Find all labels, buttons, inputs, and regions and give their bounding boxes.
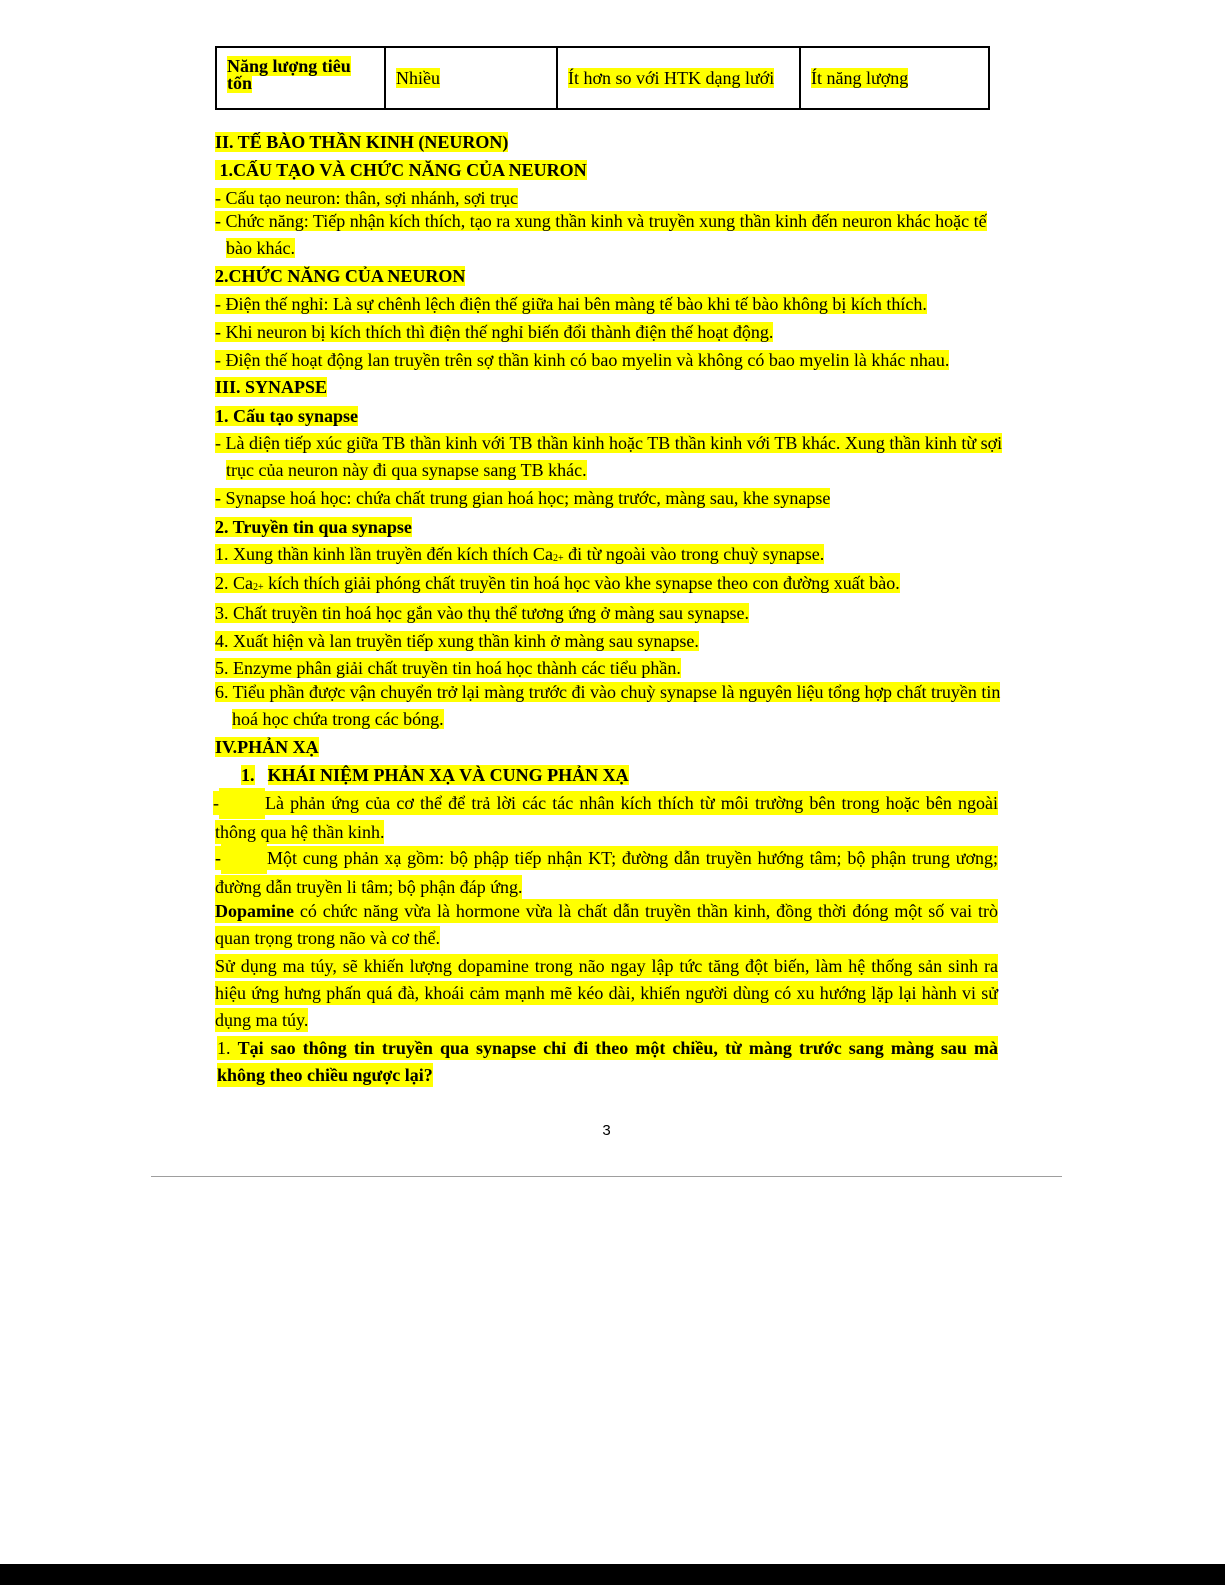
energy-comparison-table xyxy=(215,46,990,110)
table-cell-value: Ít hơn so với HTK dạng lưới xyxy=(557,47,800,109)
table-cell-criterion: Năng lượng tiêu tốn xyxy=(216,47,385,109)
subheading-synapse-transmission: 2. Truyền tin qua synapse xyxy=(215,517,412,537)
action-potential-text: - Khi neuron bị kích thích thì điện thế nghỉ biến đổi thành điện thế hoạt động. xyxy=(215,322,774,342)
table-cell-value: Ít năng lượng xyxy=(800,47,989,109)
page-bottom-edge xyxy=(0,1564,1225,1585)
synapse-definition-text-cont: trục của neuron này đi qua synapse sang TB khác. xyxy=(226,460,587,480)
drug-effect-paragraph: Sử dụng ma túy, sẽ khiến lượng dopamine trong não ngay lập tức tăng đột biến, làm hệ thống sản sinh ra hiệu ứng hưng phấn quá đà, khoái cảm mạnh mẽ kéo dài, khiến người dùng có xu hướng lặp lại hành vi sử dụng ma túy. xyxy=(215,956,998,1030)
question-paragraph: 1. Tại sao thông tin truyền qua synapse chỉ đi theo một chiều, từ màng trước sang màng sau mà không theo chiều ngược lại? xyxy=(217,1038,999,1085)
transmission-step-6-cont: hoá học chứa trong các bóng. xyxy=(232,709,444,729)
page-divider xyxy=(151,1176,1062,1177)
neuron-structure-text: - Cấu tạo neuron: thân, sợi nhánh, sợi trục xyxy=(215,188,518,208)
dopamine-paragraph: Dopamine có chức năng vừa là hormone vừa là chất dẫn truyền thần kinh, đồng thời đóng một số vai trò quan trọng trong não và cơ thể. xyxy=(215,901,998,948)
transmission-step-6: 6. Tiểu phần được vận chuyển trở lại màng trước đi vào chuỳ synapse là nguyên liệu tổng hợp chất truyền tin xyxy=(215,682,1001,702)
transmission-step-1: 1. Xung thần kinh lần truyền đến kích thích $Ca_{2+}$ đi từ ngoài vào trong chuỳ synapse. xyxy=(215,544,825,564)
section-heading-neuron: II. TẾ BÀO THẦN KINH (NEURON) xyxy=(215,132,509,152)
chemical-synapse-text: - Synapse hoá học: chứa chất trung gian hoá học; màng trước, màng sau, khe synapse xyxy=(215,488,831,508)
neuron-function-text-cont: bào khác. xyxy=(226,238,295,258)
section-heading-synapse: III. SYNAPSE xyxy=(215,377,328,397)
neuron-function-text: - Chức năng: Tiếp nhận kích thích, tạo ra xung thần kinh và truyền xung thần kinh đến neuron khác hoặc tế xyxy=(215,211,987,231)
propagation-text: - Điện thế hoạt động lan truyền trên sợ thần kinh có bao myelin và không có bao myelin là khác nhau. xyxy=(215,350,950,370)
section-heading-reflex: IV.PHẢN XẠ xyxy=(215,737,319,757)
transmission-step-3: 3. Chất truyền tin hoá học gắn vào thụ thể tương ứng ở màng sau synapse. xyxy=(215,603,749,623)
subheading-reflex-concept: 1. KHÁI NIỆM PHẢN XẠ VÀ CUNG PHẢN XẠ xyxy=(241,765,629,785)
transmission-step-5: 5. Enzyme phân giải chất truyền tin hoá học thành các tiểu phần. xyxy=(215,658,681,678)
transmission-step-2: 2. $Ca_{2+}$ kích thích giải phóng chất truyền tin hoá học vào khe synapse theo con đường xuất bào. xyxy=(215,573,900,593)
subheading-neuron-structure: 1.CẤU TẠO VÀ CHỨC NĂNG CỦA NEURON xyxy=(215,159,587,181)
synapse-definition-text: - Là diện tiếp xúc giữa TB thần kinh với TB thần kinh hoặc TB thần kinh với TB khác. Xung thần kinh từ sợi xyxy=(215,433,1003,453)
reflex-definition-paragraph: - Là phản ứng của cơ thể để trả lời các tác nhân kích thích từ môi trường bên trong hoặc bên ngoài thông qua hệ thần kinh. xyxy=(215,788,998,846)
table-cell-value: Nhiều xyxy=(385,47,557,109)
subheading-neuron-function: 2.CHỨC NĂNG CỦA NEURON xyxy=(215,266,466,286)
page-number: 3 xyxy=(602,1122,611,1139)
transmission-step-4: 4. Xuất hiện và lan truyền tiếp xung thần kinh ở màng sau synapse. xyxy=(215,631,699,651)
rest-potential-text: - Điện thế nghỉ: Là sự chênh lệch điện thế giữa hai bên màng tế bào khi tế bào không bị kích thích. xyxy=(215,294,927,314)
subheading-synapse-structure: 1. Cấu tạo synapse xyxy=(215,406,359,426)
reflex-arc-paragraph: - Một cung phản xạ gồm: bộ phập tiếp nhận KT; đường dẫn truyền hướng tâm; bộ phận trung ương; đường dẫn truyền li tâm; bộ phận đáp ứng. xyxy=(215,843,998,901)
table-row xyxy=(216,47,989,109)
